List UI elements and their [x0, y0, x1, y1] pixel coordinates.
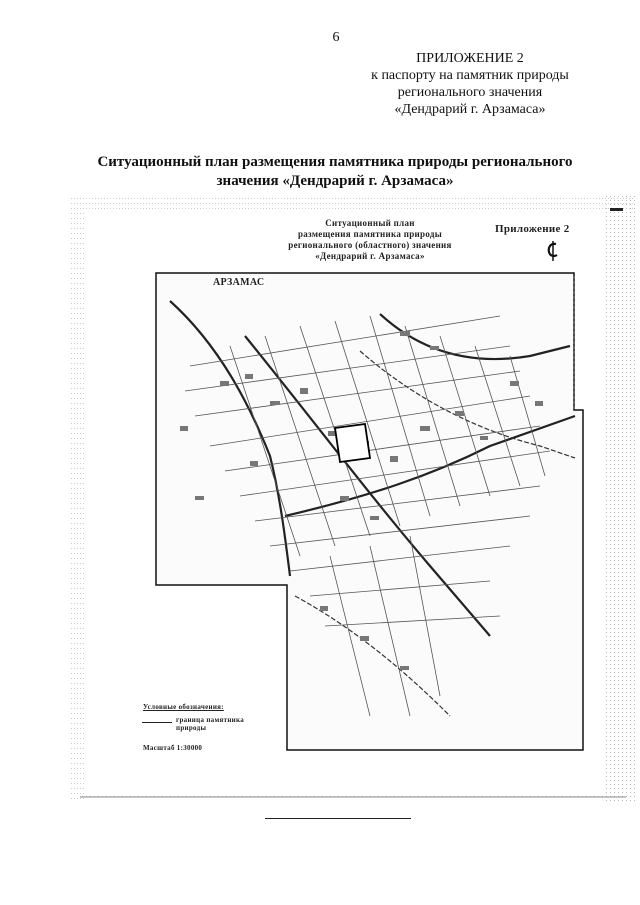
city-map [70, 196, 635, 802]
scan-title [270, 218, 470, 262]
footer-rule [265, 818, 411, 819]
map-frame [156, 273, 583, 750]
map-scale: Масштаб 1:30000 [143, 744, 203, 752]
legend-title: Условные обозначения: [143, 703, 224, 711]
appendix-block [340, 50, 600, 118]
appendix-line-2: регионального значения [397, 85, 543, 100]
scan-title-line-3: регионального (областного) значения [288, 240, 452, 250]
scanned-map-sheet [70, 196, 635, 802]
scan-title-line-2: размещения памятника природы [297, 229, 443, 239]
document-title [60, 153, 610, 191]
document-title-line-1: Ситуационный план размещения памятника природы регионального [97, 154, 573, 170]
scan-appendix-label: Приложение 2 [495, 223, 570, 235]
north-arrow-icon [546, 240, 560, 262]
monument-boundary [335, 424, 370, 462]
legend-label: граница памятника природы [176, 716, 245, 732]
legend-boundary-line [142, 722, 172, 723]
city-label: АРЗАМАС [213, 277, 265, 288]
page-number: 6 [332, 30, 340, 45]
scan-title-line-1: Ситуационный план [325, 218, 415, 228]
appendix-line-3: «Дендрарий г. Арзамаса» [394, 102, 546, 117]
appendix-line-1: к паспорту на памятник природы [371, 68, 569, 83]
appendix-heading: ПРИЛОЖЕНИЕ 2 [416, 51, 524, 66]
scan-edge-mark [610, 208, 623, 211]
document-title-line-2: значения «Дендрарий г. Арзамаса» [216, 173, 454, 189]
scan-title-line-4: «Дендрарий г. Арзамаса» [315, 251, 425, 261]
